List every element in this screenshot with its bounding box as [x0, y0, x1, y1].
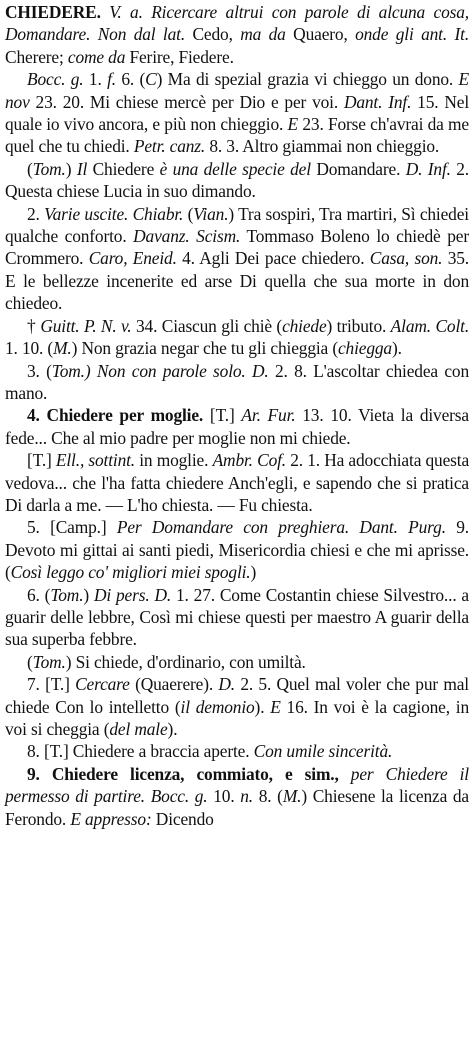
italic-text: Di pers. D. [93, 584, 172, 605]
italic-text: il demonio [180, 696, 255, 717]
text: 3. ( [27, 360, 52, 381]
italic-text: Tom. [50, 584, 84, 605]
text: 9. Devoto mi gittai ai santi piedi, Misericordia chiesi e che mi aprisse. ( [5, 517, 469, 583]
text: Quaero, [285, 24, 356, 45]
entry-paragraph [5, 315, 469, 360]
italic-text: del male [109, 719, 168, 739]
entry-paragraph [5, 516, 469, 583]
entry-paragraph [5, 673, 469, 740]
entry-paragraph [5, 158, 469, 203]
italic-text: Con umile sincerità. [253, 741, 393, 762]
italic-text: Per Domandare con preghiera. Dant. Purg. [116, 517, 446, 538]
text: ) Chiesene la licenza da Ferondo. [5, 786, 469, 829]
italic-text: è una delle specie del [159, 158, 311, 179]
text: [T.] [203, 405, 242, 426]
text: 4. Agli Dei pace chiedero. [176, 248, 370, 269]
italic-text: Guitt. P. N. v. [40, 315, 132, 336]
italic-text: C [145, 69, 157, 90]
italic-text: Davanz. Scism. [133, 226, 241, 247]
italic-text: Tom. [32, 158, 66, 179]
italic-text: ma da [240, 24, 286, 45]
text: Cedo, [185, 24, 241, 45]
text: 13. 10. Vieta la diversa fede... Che al mio padre per moglie non mi chiede. [5, 405, 469, 448]
italic-text: E nov [5, 69, 470, 112]
entry-paragraph [5, 449, 469, 516]
bold-text: 9. Chiedere licenza, commiato, e sim., [27, 763, 339, 784]
text: ) Non grazia negar che tu gli chieggia ( [71, 338, 338, 359]
italic-text: Bocc. g. [27, 69, 84, 90]
italic-text: Alam. Colt. [390, 315, 470, 336]
text: 6. ( [115, 69, 146, 90]
text: 16. In voi è la cagione, in voi si cheggia ( [5, 696, 469, 739]
italic-text: Tom. [32, 651, 66, 672]
text: 1. 10. ( [5, 338, 54, 359]
italic-text: Vian. [193, 203, 229, 224]
entry-paragraph [5, 763, 469, 830]
italic-text: V. a. Ricercare altrui con parole di alcuna cosa, Domandare. Non dal lat. [5, 2, 469, 45]
entry-headword-paragraph [5, 1, 469, 68]
italic-text: Il [76, 158, 88, 179]
text: ). [167, 719, 178, 739]
italic-text: M. [282, 786, 302, 807]
italic-text: chiede [282, 315, 327, 336]
bold-text: CHIEDERE. [5, 2, 101, 22]
text: 2. 1. Ha adocchiata questa vedova... che l'ha fatta chiedere Anch'egli, e sapendo che si pratica Di darla a me. — L'ho chiesta. — Fu chiesta. [5, 450, 470, 515]
text: 1. [83, 69, 108, 90]
text: 1. 27. Come Costantin chiese Silvestro... a guarir delle lebbre, Così mi chiese questi per maestro A guarir della sua superba febbre. [5, 584, 470, 650]
text: 8. 3. Altro giammai non chieggio. [205, 136, 440, 157]
italic-text: D. [218, 674, 235, 695]
text: 2. Questa chiese Lucia in suo dimando. [5, 158, 469, 202]
text: 2. 5. Quel mal voler che pur mal chiede Con lo intelletto ( [5, 674, 469, 717]
text: 10. [207, 786, 241, 807]
text: [T.] [27, 450, 56, 471]
italic-text: Ell., sottint. [55, 450, 136, 471]
italic-text: Così leggo co' migliori miei spogli. [10, 562, 251, 583]
italic-text: E appresso: [70, 808, 152, 829]
text: 23. Forse ch'avrai da me quel che tu chiedi. [5, 114, 469, 157]
entry-paragraph [5, 651, 469, 673]
text: ( [27, 158, 33, 179]
text: 6. ( [27, 584, 51, 605]
text: 8. ( [253, 786, 283, 807]
italic-text: D. Inf. [405, 158, 451, 179]
text: Chiedere [87, 158, 160, 179]
text: ). [391, 338, 402, 359]
italic-text: Dant. Inf. [343, 91, 412, 112]
italic-text: E [270, 696, 281, 717]
text: Ferire, Fiedere. [125, 46, 234, 67]
entry-paragraph [5, 360, 469, 405]
text: 15. Nel quale io vivo ancora, e più non chieggio. [5, 91, 469, 135]
text: 2. [27, 203, 45, 224]
text: ) Tra sospiri, Tra martiri, Sì chiedei qualche conforto. [5, 203, 469, 247]
text: 2. 8. L'ascoltar chiedea con mano. [5, 360, 469, 403]
italic-text: onde gli ant. It. [355, 24, 470, 45]
entry-paragraph [5, 68, 469, 158]
text: 35. E le bellezze incenerite ed arse Di quella che sua morte in don chiedeo. [5, 248, 469, 314]
italic-text: Tom.) Non con parole solo. D. [51, 360, 269, 381]
italic-text: Caro, Eneid. [88, 248, 177, 269]
italic-text: f. [107, 69, 116, 90]
text: 7. [T.] [27, 674, 76, 695]
text: Dicendo [151, 808, 214, 829]
bold-text: 4. Chiedere per moglie. [27, 405, 204, 426]
italic-text: Cercare [75, 674, 130, 695]
text: ) [250, 562, 257, 583]
text: (Quaerere). [129, 674, 219, 695]
italic-text: come da [67, 46, 126, 67]
text: † [27, 315, 41, 336]
italic-text: Varie uscite. Chiabr. [44, 203, 184, 224]
italic-text: Casa, son. [369, 248, 443, 269]
entry-paragraph [5, 404, 469, 449]
italic-text: n. [240, 786, 253, 807]
text: Tommaso Boleno lo chiedè per Crommero. [5, 226, 469, 269]
italic-text: Ar. Fur. [241, 405, 296, 426]
text: Cherere; [5, 46, 68, 67]
text: ) [83, 584, 94, 605]
entry-paragraph [5, 203, 469, 315]
entry-paragraph [5, 584, 469, 651]
text: 5. [Camp.] [27, 517, 117, 538]
italic-text: Ambr. Cof. [212, 450, 286, 471]
text: ) Ma di spezial grazia vi chieggo un dono. [156, 69, 459, 90]
entry-paragraph [5, 740, 469, 762]
italic-text: M. [53, 338, 72, 359]
text: 8. [T.] Chiedere a braccia aperte. [27, 741, 254, 762]
text: 23. 20. Mi chiese mercè per Dio e per voi. [29, 91, 344, 112]
text: 34. Ciascun gli chiè ( [131, 315, 283, 336]
text: ( [183, 203, 194, 224]
text: ). [254, 696, 271, 717]
italic-text: per Chiedere il permesso di partire. Bocc. g. [5, 763, 469, 807]
text: in moglie. [135, 450, 213, 471]
italic-text: Petr. canz. [133, 136, 206, 157]
italic-text: chiegga [337, 338, 392, 359]
text: ( [27, 651, 33, 672]
italic-text: E [287, 114, 299, 135]
text: ) [65, 158, 77, 179]
text: ) Si chiede, d'ordinario, con umiltà. [65, 651, 306, 672]
text: ) tributo. [326, 315, 391, 336]
text: Domandare. [310, 158, 406, 179]
